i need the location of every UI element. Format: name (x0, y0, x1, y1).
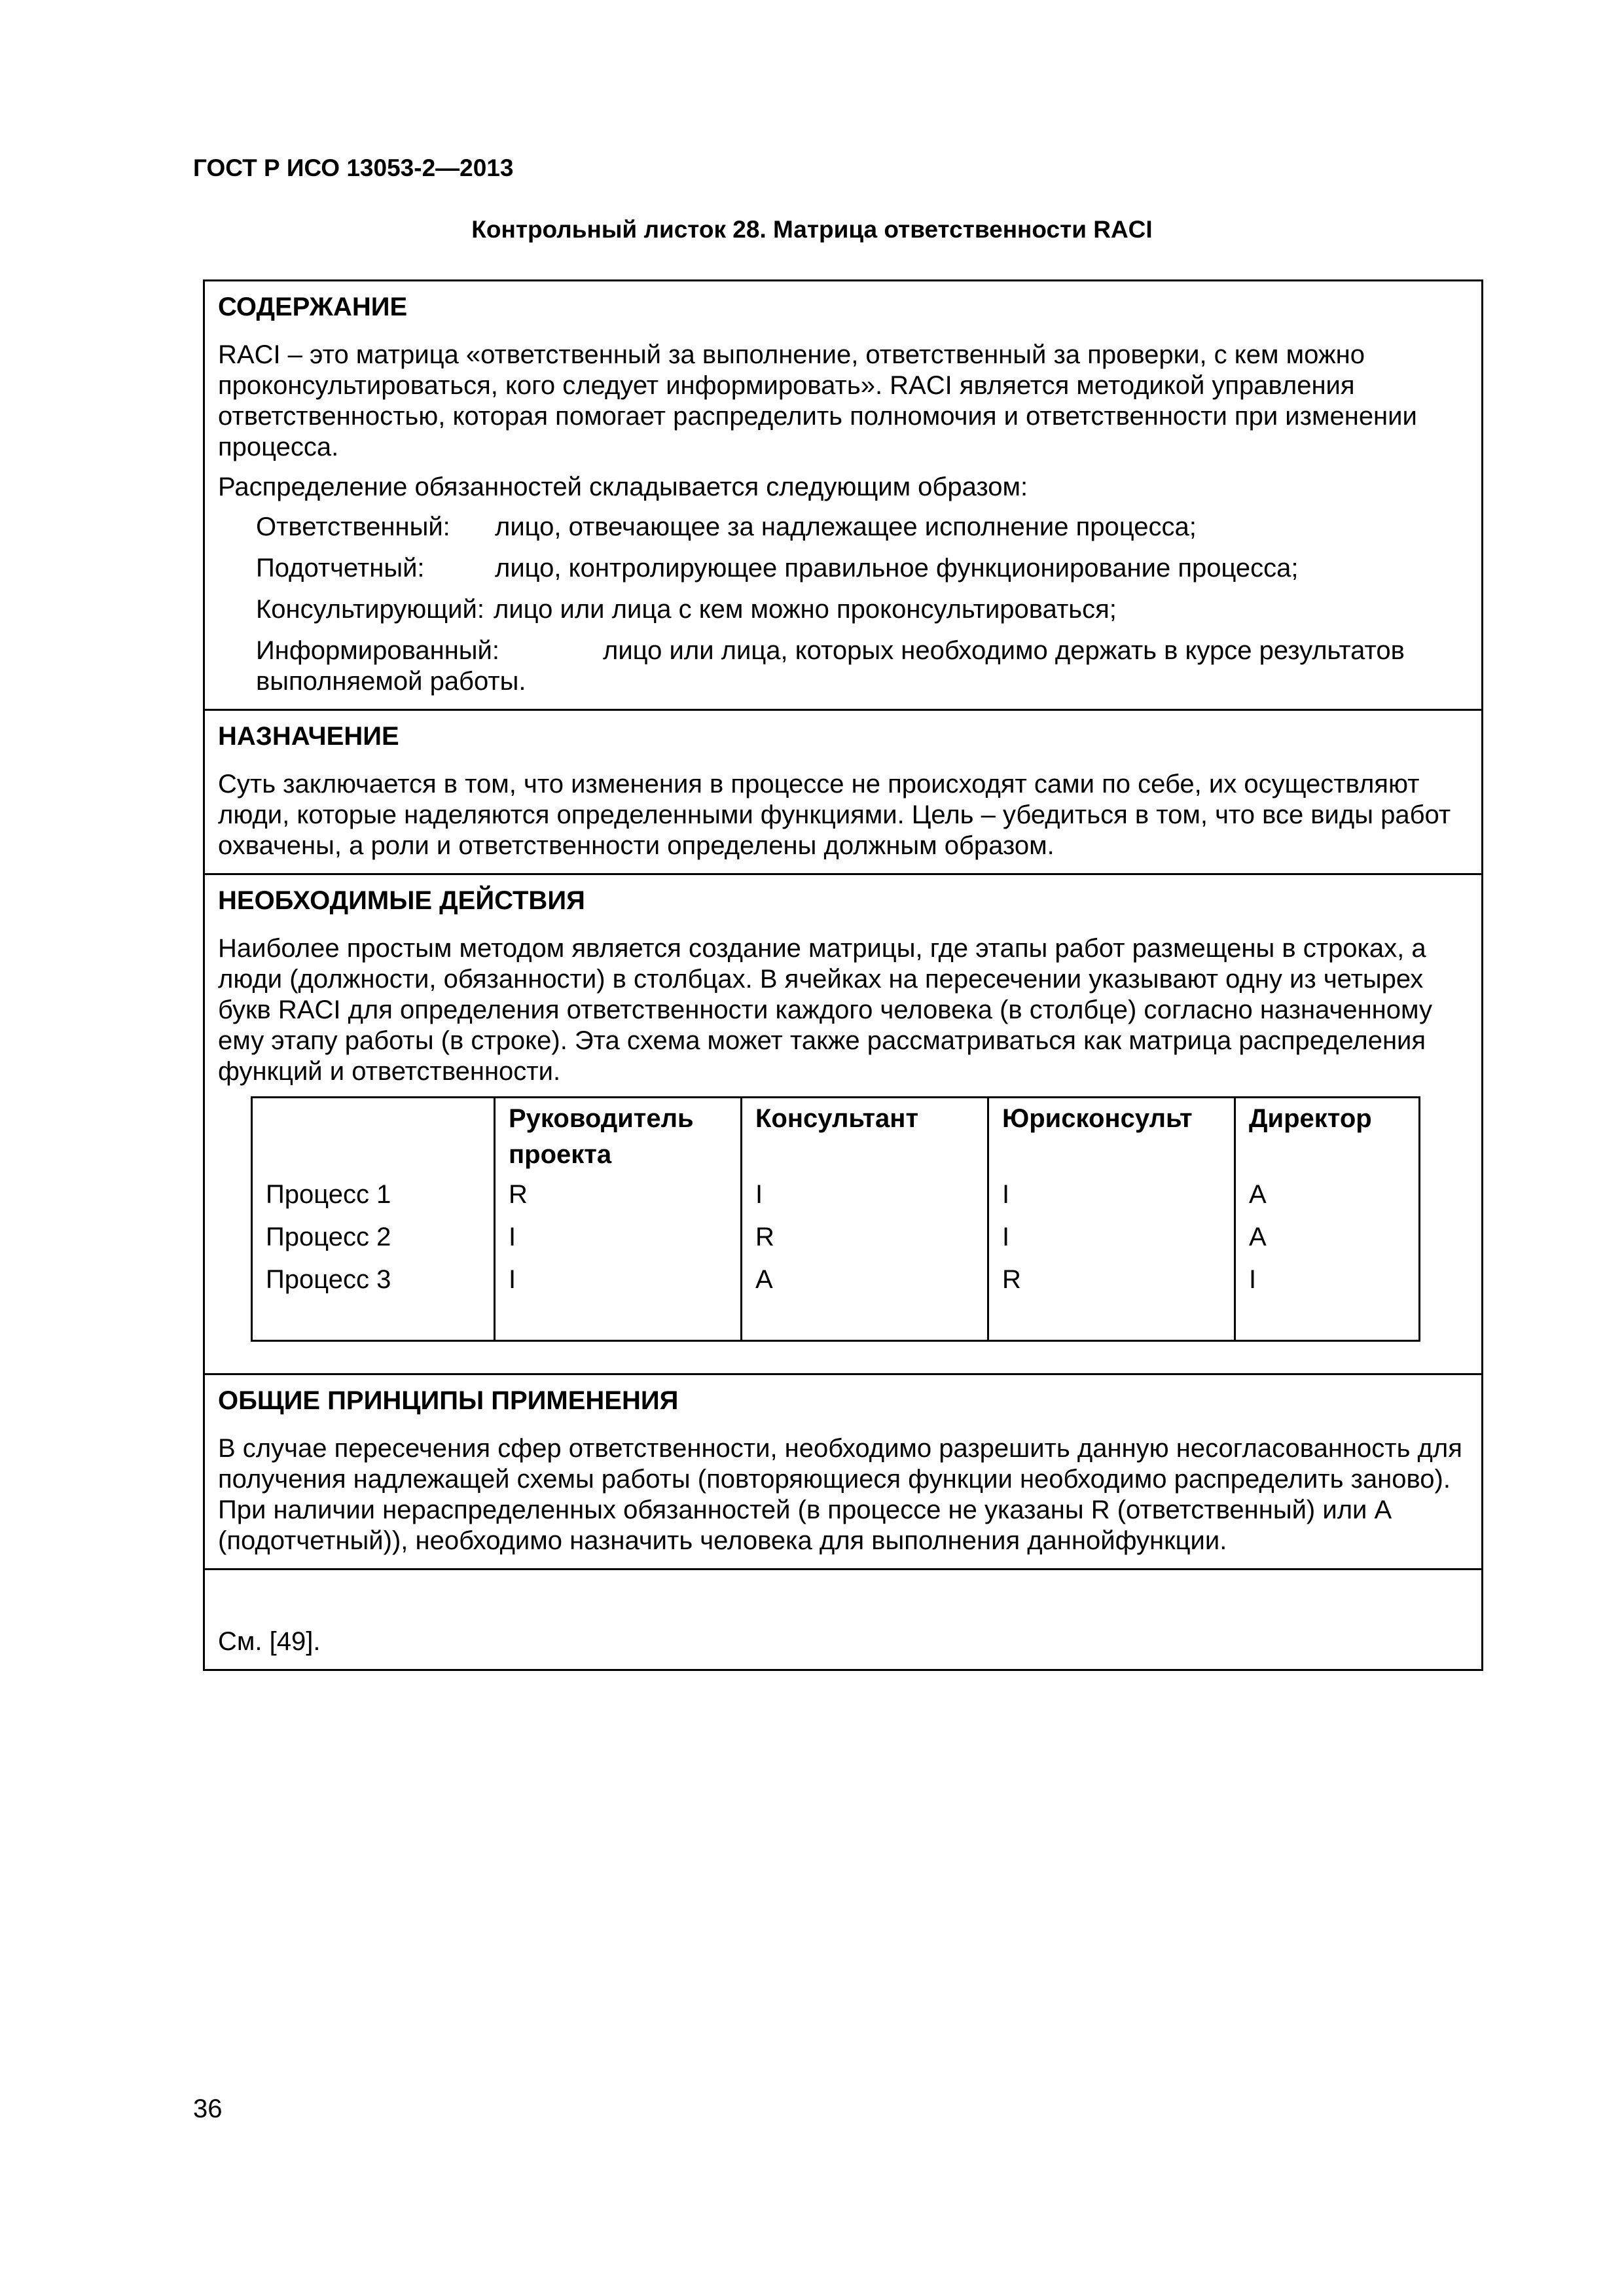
section-title-actions: НЕОБХОДИМЫЕ ДЕЙСТВИЯ (218, 886, 585, 915)
raci-header-cell: Консультант (742, 1098, 988, 1176)
content-paragraph-1: RACI – это матрица «ответственный за выполнение, ответственный за проверки, с кем можно проконсультироваться, кого следует информировать». RACI является методикой управления ответственностью, которая помогает распределить полномочия и ответственности при изменении процесса. (218, 340, 1417, 461)
section-reference (205, 1570, 1481, 1669)
raci-cell: Процесс 2 (252, 1218, 495, 1261)
raci-cell: I (1235, 1261, 1420, 1341)
section-title-principles: ОБЩИЕ ПРИНЦИПЫ ПРИМЕНЕНИЯ (218, 1386, 679, 1415)
section-purpose (205, 711, 1481, 875)
table-row (252, 1261, 1420, 1341)
section-actions (205, 875, 1481, 1375)
role-desc: лицо, отвечающее за надлежащее исполнение процесса; (495, 512, 1197, 541)
role-term: Информированный: (256, 636, 500, 665)
section-principles (205, 1375, 1481, 1570)
raci-cell: A (742, 1261, 988, 1341)
checklist-frame (203, 279, 1483, 1671)
raci-cell: A (1235, 1218, 1420, 1261)
raci-header-row (252, 1098, 1420, 1176)
role-desc: лицо, контролирующее правильное функционирование процесса; (495, 554, 1299, 583)
raci-header-cell: Руководитель проекта (495, 1098, 742, 1176)
purpose-paragraph: Суть заключается в том, что изменения в процессе не происходят сами по себе, их осуществляют люди, которые наделяются определенными функциями. Цель – убедиться в том, что все виды работ охвачены, а роли и ответственности определены должным образом. (218, 770, 1451, 860)
standard-header: ГОСТ Р ИСО 13053-2—2013 (193, 154, 514, 181)
raci-header-cell (252, 1098, 495, 1176)
page-number: 36 (193, 2094, 223, 2123)
content-paragraph-2: Распределение обязанностей складывается следующим образом: (218, 473, 1028, 501)
section-title-content: СОДЕРЖАНИЕ (218, 293, 408, 321)
raci-table (251, 1096, 1420, 1342)
section-content (205, 281, 1481, 711)
table-row (252, 1218, 1420, 1261)
checklist-caption: Контрольный листок 28. Матрица ответственности RACI (471, 216, 1153, 243)
raci-cell: I (988, 1175, 1235, 1218)
principles-paragraph: В случае пересечения сфер ответственности, необходимо разрешить данную несогласованность для получения надлежащей схемы работы (повторяющиеся функции необходимо распределить заново). При наличии нераспределенных обязанностей (в процессе не указаны R (ответственный) или A (подотчетный)), необходимо назначить человека для выполнения даннойфункции. (218, 1434, 1462, 1555)
role-informed (256, 636, 1468, 697)
raci-cell: Процесс 3 (252, 1261, 495, 1341)
raci-cell: R (742, 1218, 988, 1261)
raci-cell: A (1235, 1175, 1420, 1218)
raci-cell: I (988, 1218, 1235, 1261)
raci-cell: I (495, 1261, 742, 1341)
role-desc: лицо или лица с кем можно проконсультироваться; (493, 595, 1117, 624)
role-term: Ответственный: (256, 512, 450, 541)
section-title-purpose: НАЗНАЧЕНИЕ (218, 722, 399, 751)
actions-paragraph: Наиболее простым методом является создание матрицы, где этапы работ размещены в строках, а люди (должности, обязанности) в столбцах. В ячейках на пересечении указывают одну из четырех букв RACI для определения ответственности каждого человека (в столбце) согласно назначенному ему этапу работы (в строке). Эта схема может также рассматриваться как матрица распределения функций и ответственности. (218, 934, 1432, 1086)
role-desc: лицо или лица, которых необходимо держать в курсе результатов выполняемой работы. (256, 636, 1405, 696)
raci-cell: R (988, 1261, 1235, 1341)
raci-cell: I (742, 1175, 988, 1218)
table-row (252, 1175, 1420, 1218)
role-responsible (256, 512, 1468, 543)
roles-list (218, 512, 1468, 697)
raci-cell: I (495, 1218, 742, 1261)
raci-header-cell: Директор (1235, 1098, 1420, 1176)
raci-cell: R (495, 1175, 742, 1218)
raci-cell: Процесс 1 (252, 1175, 495, 1218)
reference-text: См. [49]. (218, 1627, 321, 1656)
raci-header-cell: Юрисконсульт (988, 1098, 1235, 1176)
role-consulted (256, 594, 1468, 625)
role-term: Подотчетный: (256, 554, 425, 583)
role-term: Консультирующий: (256, 595, 484, 624)
role-accountable (256, 553, 1468, 584)
